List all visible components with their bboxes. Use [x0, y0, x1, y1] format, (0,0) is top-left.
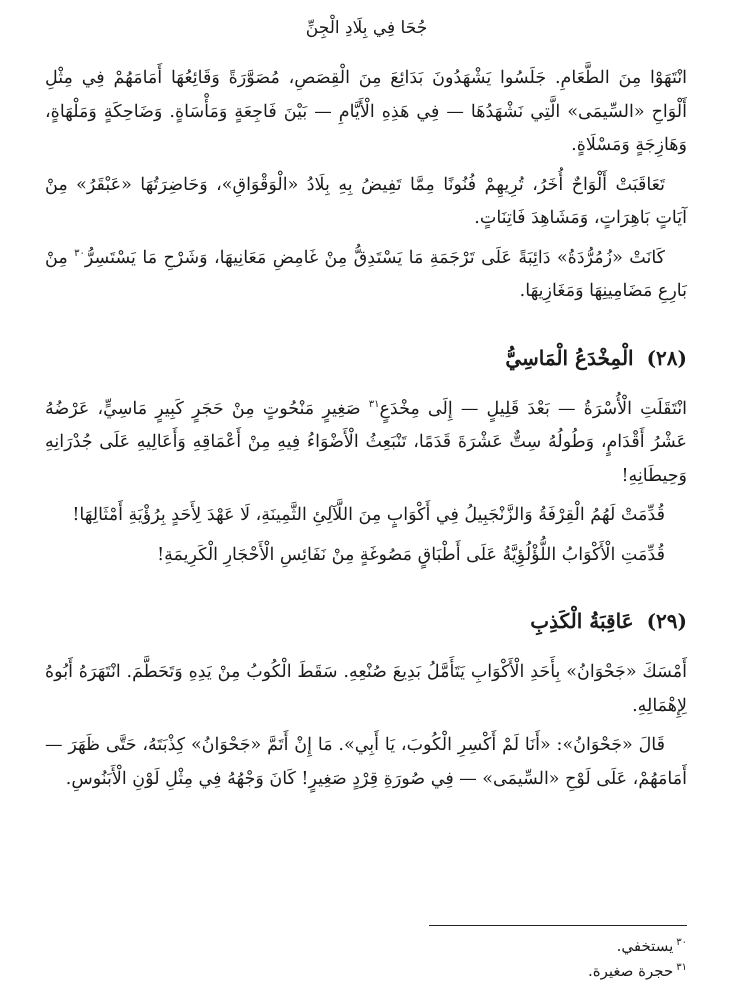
paragraph-text: انْتَقَلَتِ الْأُسْرَةُ — بَعْدَ قَلِيلٍ — إِلَى مِخْدَعٍ — [379, 398, 687, 419]
running-header: جُحَا فِي بِلَادِ الْجِنِّ — [305, 18, 428, 38]
footnote-divider — [429, 925, 687, 926]
paragraph-text: مِنْ بَارِعِ مَضَامِينِهَا وَمَغَازِيهَا. — [45, 247, 687, 301]
footnote-31 — [287, 959, 687, 984]
footnote-number: ٣٠ — [676, 937, 687, 948]
paragraph — [45, 242, 687, 309]
footnote-ref-31[interactable]: ٣١ — [368, 398, 380, 410]
paragraph: قُدِّمَتْ لَهُمُ الْقِرْفَةُ وَالزَّنْجَبِيلُ فِي أَكْوَابٍ مِنَ اللَّآلِئِ الثَّمِينَةِ، لَا عَهْدَ لِأَحَدٍ بِرُؤْيَةِ أَمْثَالِهَا! — [72, 505, 665, 525]
paragraph: قُدِّمَتِ الْأَكْوَابُ اللُّؤْلُؤِيَّةُ عَلَى أَطْبَاقٍ مَصُوغَةٍ مِنْ نَفَائِسِ الْأَحْجَارِ الْكَرِيمَةِ! — [157, 544, 665, 565]
footnotes — [287, 934, 687, 984]
paragraph-text: صَغِيرٍ مَنْحُوتٍ مِنْ حَجَرٍ كَبِيرٍ مَاسِيٍّ، عَرْضُهُ عَشْرُ أَقْدَامٍ، وَطُولُهُ سِتٌّ عَشْرَةَ قَدَمًا، تَنْبَعِثُ الْأَضْوَاءُ فِيهِ مِنْ أَعْمَاقِهِ وَأَعَالِيهِ عَلَى جُدْرَانِهِ وَحِيطَانِهِ! — [45, 398, 687, 486]
paragraph-text: كَانَتْ «زُمُرُّدَةُ» دَائِبَةً عَلَى تَرْجَمَةِ مَا يَسْتَدِقُّ مِنْ غَامِضِ مَعَانِيهَا، وَشَرْحِ مَا يَسْتَسِرُّ — [84, 247, 665, 268]
section-heading-29 — [45, 606, 687, 636]
footnote-text: يستخفي. — [616, 937, 674, 955]
section-number: (٢٨) — [646, 345, 687, 370]
footnote-number: ٣١ — [676, 962, 687, 973]
footnote-30 — [287, 934, 687, 959]
section-title: عَاقِبَةُ الْكَذِبِ — [530, 609, 634, 633]
section-heading-28 — [45, 343, 687, 373]
paragraph: قَالَ «جَحْوَانُ»: «أَنَا لَمْ أَكْسِرِ الْكُوبَ، يَا أَبِي». مَا إِنْ أَتَمَّ «جَحْوَانُ» كِذْبَتَهُ، حَتَّى ظَهَرَ — أَمَامَهُمْ، عَلَى لَوْحِ «السِّيمَى» — فِي صُورَةِ قِرْدٍ صَغِيرٍ! كَانَ وَجْهُهُ فِي مِثْلِ لَوْنِ الْأَبَنُوسِ. — [45, 735, 687, 789]
paragraph: انْتَهَوْا مِنَ الطَّعَامِ. جَلَسُوا يَشْهَدُونَ بَدَائِعَ مِنَ الْقِصَصِ، مُصَوَّرَةً وَقَائِعُهَا أَمَامَهُمْ فِي مِثْلِ أَلْوَاحِ «السِّيمَى» الَّتِي نَشْهَدُهَا — فِي هَذِهِ الْأَيَّامِ — بَيْنَ فَاجِعَةٍ وَمَأْسَاةٍ. وَضَاحِكَةٍ وَمَلْهَاةٍ، وَهَازِجَةٍ وَمَسْلَاةٍ. — [45, 68, 687, 155]
section-title: الْمِخْدَعُ الْمَاسِيُّ — [505, 345, 634, 370]
paragraph: أَمْسَكَ «جَحْوَانُ» بِأَحَدِ الْأَكْوَابِ يَتَأَمَّلُ بَدِيعَ صُنْعِهِ. سَقَطَ الْكُوبُ مِنْ يَدِهِ وَتَحَطَّمَ. انْتَهَرَهُ أَبُوهُ لِإِهْمَالِهِ. — [45, 662, 687, 716]
paragraph: تَعَاقَبَتْ أَلْوَاحٌ أُخَرُ، تُرِيهِمْ فُنُونًا مِمَّا تَفِيضُ بِهِ بِلَادُ «الْوَقْوَاقِ»، وَحَاضِرَتُهَا «عَبْقَرُ» مِنْ آيَاتٍ بَاهِرَاتٍ، وَمَشَاهِدَ فَاتِنَاتٍ. — [45, 174, 687, 228]
footnote-text: حجرة صغيرة. — [587, 962, 674, 980]
body-text — [45, 62, 687, 802]
paragraph — [45, 393, 687, 494]
footnote-ref-30[interactable]: ٣٠ — [74, 247, 85, 259]
section-number: (٢٩) — [646, 609, 687, 633]
